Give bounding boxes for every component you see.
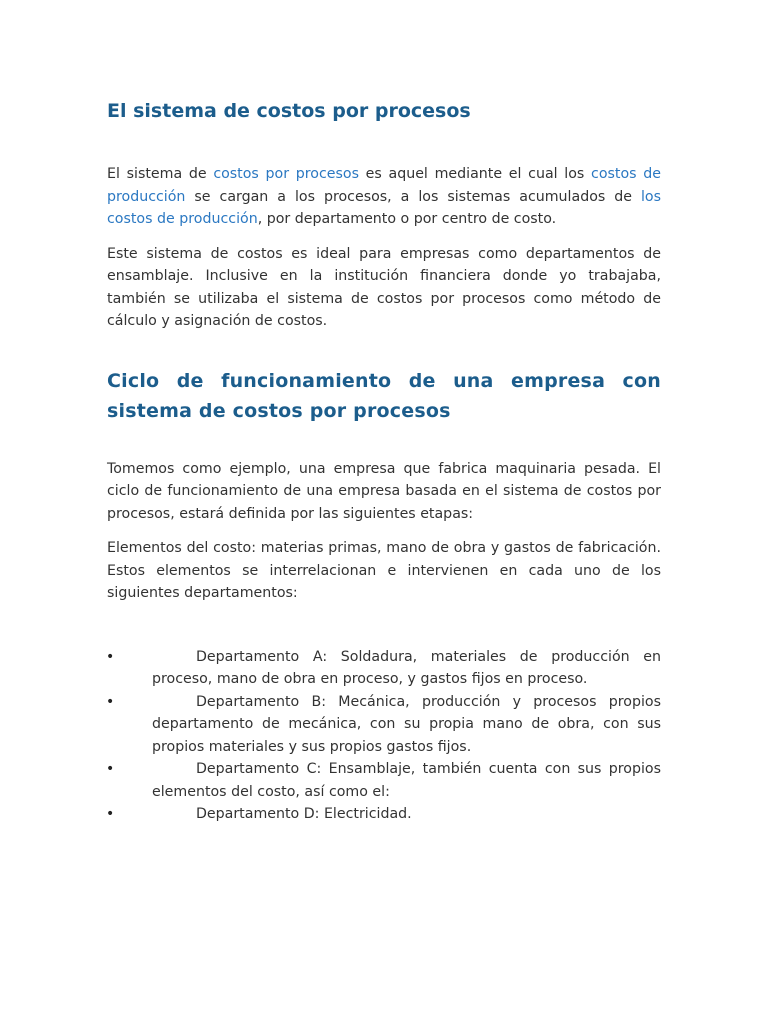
department-text: Departamento B: Mecánica, producción y procesos propios departamento de mecánica, con su propia mano de obra, con sus propios materiales y sus propios gastos fijos. xyxy=(152,693,661,755)
intro-paragraph xyxy=(107,163,661,231)
spacer xyxy=(107,617,661,646)
bullet-icon: • xyxy=(106,806,115,822)
example-paragraph: Tomemos como ejemplo, una empresa que fabrica maquinaria pesada. El ciclo de funcionamiento de una empresa basada en el sistema de costos por procesos, estará definida por las siguientes etapas: xyxy=(107,460,661,522)
elements-paragraph: Elementos del costo: materias primas, mano de obra y gastos de fabricación. Estos elementos se interrelacionan e intervienen en cada uno de los siguientes departamentos: xyxy=(107,540,661,601)
list-item xyxy=(106,691,661,759)
department-list xyxy=(107,646,661,826)
intro-text-4: , por departamento o por centro de costo. xyxy=(257,211,557,227)
intro-text-2: es aquel mediante el cual los xyxy=(358,166,592,182)
department-text: Departamento A: Soldadura, materiales de producción en proceso, mano de obra en proceso, y gastos fijos en proceso. xyxy=(152,648,661,687)
page-title: El sistema de costos por procesos xyxy=(107,100,471,122)
intro-text-3: se cargan a los procesos, a los sistemas acumulados de xyxy=(185,188,641,205)
list-item xyxy=(106,646,661,691)
department-text: Departamento C: Ensamblaje, también cuenta con sus propios elementos del costo, así como el: xyxy=(152,761,661,800)
list-item xyxy=(106,758,661,803)
section-title: Ciclo de funcionamiento de una empresa con sistema de costos por procesos xyxy=(107,369,661,422)
department-text: Departamento D: Electricidad. xyxy=(196,806,412,822)
intro-text-1: El sistema de xyxy=(107,166,214,182)
link-los-costos-de-produccion[interactable]: los costos de producción xyxy=(107,188,661,227)
document-page xyxy=(107,96,661,826)
bullet-icon: • xyxy=(106,761,115,777)
bullet-icon: • xyxy=(106,693,115,710)
ideal-paragraph: Este sistema de costos es ideal para empresas como departamentos de ensamblaje. Inclusive en la institución financiera donde yo trabajaba, también se utilizaba el sistema de costos por procesos como método de cálculo y asignación de costos. xyxy=(107,245,661,329)
list-item xyxy=(106,803,661,826)
bullet-icon: • xyxy=(106,648,115,665)
link-costos-de-produccion[interactable]: costos de producción xyxy=(107,166,661,205)
link-costos-por-procesos[interactable]: costos por procesos xyxy=(213,166,359,182)
